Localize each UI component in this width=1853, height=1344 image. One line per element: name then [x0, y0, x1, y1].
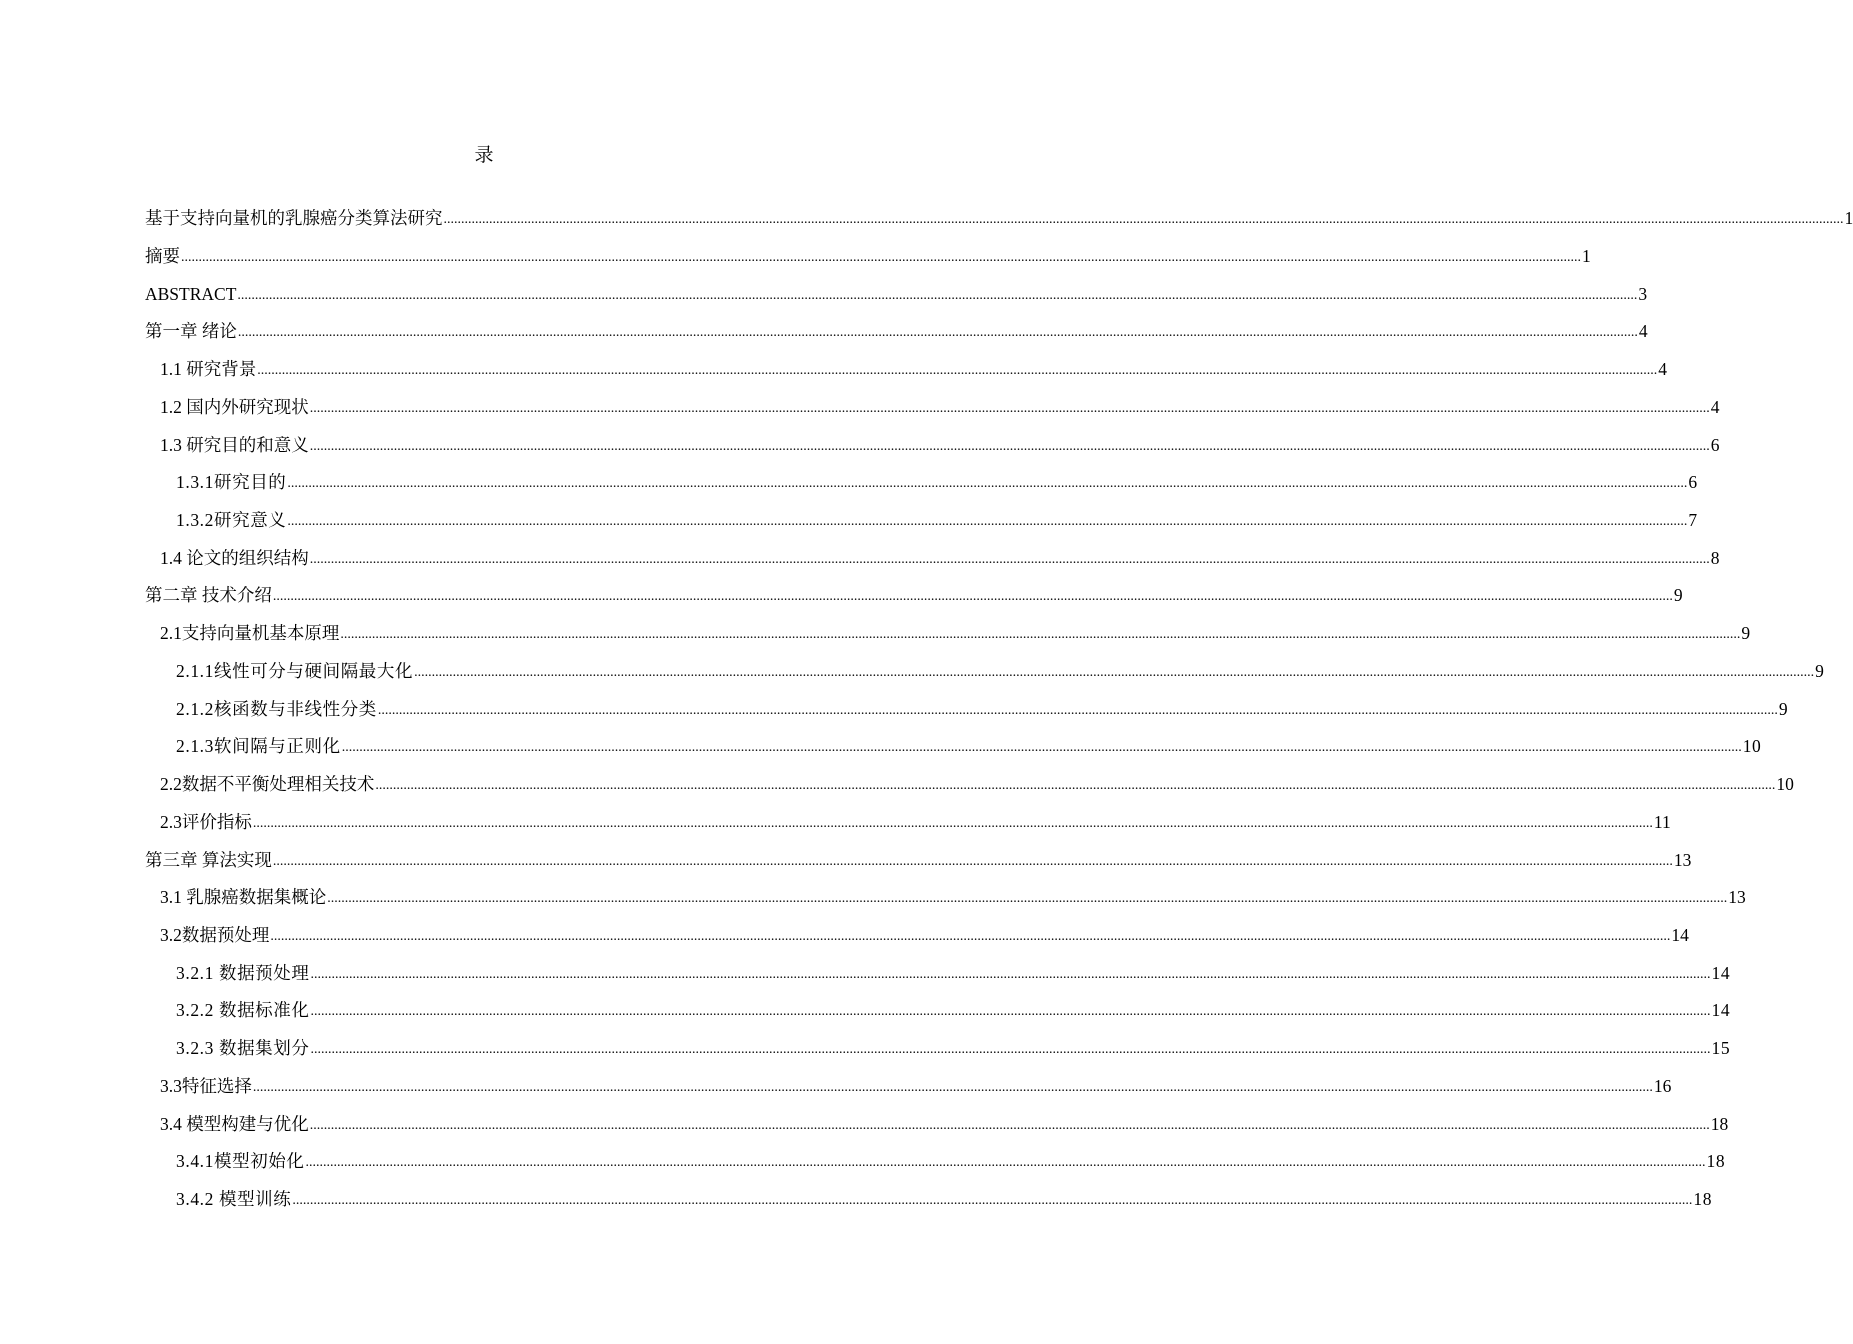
- toc-entry-label: 1.3 研究目的和意义: [160, 435, 309, 455]
- toc-page-number: 3: [1638, 284, 1648, 304]
- toc-page-number: 1: [1844, 208, 1853, 228]
- toc-entry[interactable]: [145, 279, 1648, 305]
- toc-entry[interactable]: [160, 807, 1671, 833]
- toc-page-number: 10: [1776, 774, 1794, 794]
- toc-leader-dots: ................................................................................................................................................................................................................................................................................................................................................................................................................: [341, 740, 1742, 755]
- toc-page-number: 14: [1711, 963, 1731, 983]
- toc-entry-label: 1.1 研究背景: [160, 359, 257, 379]
- toc-page-number: 4: [1638, 321, 1648, 341]
- toc-entry-label: 1.2 国内外研究现状: [160, 397, 309, 417]
- toc-entry[interactable]: [160, 543, 1720, 569]
- toc-entry[interactable]: [176, 1184, 1713, 1210]
- toc-leader-dots: ................................................................................................................................................................................................................................................................................................................................................................................................................: [375, 778, 1776, 793]
- toc-leader-dots: ................................................................................................................................................................................................................................................................................................................................................................................................................: [237, 288, 1638, 303]
- toc-page-number: 13: [1728, 887, 1746, 907]
- toc-page-number: 14: [1671, 925, 1689, 945]
- toc-page-number: 8: [1710, 548, 1720, 568]
- toc-entry-label: 3.2.2 数据标准化: [176, 1000, 310, 1020]
- toc-page-number: 10: [1742, 736, 1762, 756]
- toc-page-number: 4: [1658, 359, 1667, 379]
- toc-entry-label: 3.4.2 模型训练: [176, 1189, 292, 1209]
- toc-page-number: 13: [1673, 850, 1692, 870]
- toc-entry[interactable]: [176, 958, 1731, 984]
- toc-leader-dots: ................................................................................................................................................................................................................................................................................................................................................................................................................: [309, 401, 1710, 416]
- toc-leader-dots: ................................................................................................................................................................................................................................................................................................................................................................................................................: [310, 1042, 1711, 1057]
- toc-leader-dots: ................................................................................................................................................................................................................................................................................................................................................................................................................: [305, 1155, 1706, 1170]
- toc-entry[interactable]: [176, 731, 1762, 757]
- toc-entry[interactable]: [160, 1109, 1729, 1135]
- toc-leader-dots: ................................................................................................................................................................................................................................................................................................................................................................................................................: [272, 854, 1673, 869]
- toc-entry-label: 3.2数据预处理: [160, 925, 270, 945]
- toc-entry[interactable]: [160, 769, 1794, 795]
- toc-leader-dots: ................................................................................................................................................................................................................................................................................................................................................................................................................: [292, 1193, 1693, 1208]
- toc-page-number: 9: [1778, 699, 1789, 719]
- toc-entry[interactable]: [176, 1146, 1726, 1172]
- toc-entry[interactable]: [160, 618, 1751, 644]
- toc-entry[interactable]: [176, 505, 1698, 531]
- toc-entry-label: 第三章 算法实现: [145, 850, 272, 870]
- toc-page-number: 18: [1693, 1189, 1713, 1209]
- toc-entry[interactable]: [145, 241, 1591, 267]
- toc-page-number: 14: [1711, 1000, 1731, 1020]
- toc-entry[interactable]: [176, 694, 1789, 720]
- toc-leader-dots: ................................................................................................................................................................................................................................................................................................................................................................................................................: [270, 929, 1671, 944]
- toc-entry-label: 3.1 乳腺癌数据集概论: [160, 887, 327, 907]
- toc-leader-dots: ................................................................................................................................................................................................................................................................................................................................................................................................................: [377, 703, 1778, 718]
- toc-leader-dots: ................................................................................................................................................................................................................................................................................................................................................................................................................: [309, 552, 1710, 567]
- toc-leader-dots: ................................................................................................................................................................................................................................................................................................................................................................................................................: [181, 250, 1581, 265]
- toc-entry[interactable]: [160, 1071, 1672, 1097]
- toc-entry-label: 第二章 技术介绍: [145, 585, 272, 605]
- toc-entry[interactable]: [145, 316, 1648, 342]
- toc-entry-label: 基于支持向量机的乳腺癌分类算法研究: [145, 208, 443, 228]
- toc-leader-dots: ................................................................................................................................................................................................................................................................................................................................................................................................................: [309, 1118, 1710, 1133]
- toc-entry[interactable]: [176, 656, 1825, 682]
- toc-entry-label: 1.4 论文的组织结构: [160, 548, 309, 568]
- toc-entry-label: 2.1支持向量机基本原理: [160, 623, 340, 643]
- toc-leader-dots: ................................................................................................................................................................................................................................................................................................................................................................................................................: [310, 1004, 1711, 1019]
- toc-entry[interactable]: [176, 1033, 1731, 1059]
- toc-entry-label: 3.4 模型构建与优化: [160, 1114, 309, 1134]
- toc-page-number: 9: [1741, 623, 1751, 643]
- toc-entry-label: 2.1.3软间隔与正则化: [176, 736, 341, 756]
- toc-entry-label: 3.2.1 数据预处理: [176, 963, 310, 983]
- toc-page-number: 9: [1815, 661, 1825, 681]
- toc-leader-dots: ................................................................................................................................................................................................................................................................................................................................................................................................................: [443, 212, 1844, 227]
- toc-entry-label: 3.3特征选择: [160, 1076, 252, 1096]
- toc-entry[interactable]: [176, 467, 1698, 493]
- toc-leader-dots: ................................................................................................................................................................................................................................................................................................................................................................................................................: [327, 891, 1728, 906]
- toc-leader-dots: ................................................................................................................................................................................................................................................................................................................................................................................................................: [272, 589, 1673, 604]
- toc-leader-dots: ................................................................................................................................................................................................................................................................................................................................................................................................................: [252, 816, 1653, 831]
- toc-page-number: 18: [1710, 1114, 1729, 1134]
- toc-entry-label: 3.4.1模型初始化: [176, 1151, 305, 1171]
- toc-leader-dots: ................................................................................................................................................................................................................................................................................................................................................................................................................: [252, 1080, 1653, 1095]
- toc-entry[interactable]: [160, 392, 1720, 418]
- toc-entry-label: 1.3.1研究目的: [176, 472, 287, 492]
- toc-entry[interactable]: [176, 995, 1731, 1021]
- toc-entry[interactable]: [160, 430, 1720, 456]
- toc-page-number: 18: [1706, 1151, 1726, 1171]
- toc-page-number: 16: [1653, 1076, 1672, 1096]
- toc-page-number: 6: [1688, 472, 1698, 492]
- toc-entry[interactable]: [160, 920, 1689, 946]
- toc-entry[interactable]: [160, 882, 1746, 908]
- toc-leader-dots: ................................................................................................................................................................................................................................................................................................................................................................................................................: [237, 325, 1638, 340]
- toc-entry-label: 第一章 绪论: [145, 321, 237, 341]
- toc-entry-label: 3.2.3 数据集划分: [176, 1038, 310, 1058]
- toc-entry[interactable]: [145, 203, 1853, 229]
- toc-entry[interactable]: [145, 845, 1692, 871]
- toc-page-number: 9: [1673, 585, 1683, 605]
- toc-entry-label: 2.2数据不平衡处理相关技术: [160, 774, 375, 794]
- toc-leader-dots: ................................................................................................................................................................................................................................................................................................................................................................................................................: [287, 514, 1688, 529]
- toc-leader-dots: ................................................................................................................................................................................................................................................................................................................................................................................................................: [414, 665, 1815, 680]
- toc-entry-label: ABSTRACT: [145, 284, 237, 304]
- toc-page-number: 4: [1710, 397, 1720, 417]
- toc-leader-dots: ................................................................................................................................................................................................................................................................................................................................................................................................................: [340, 627, 1741, 642]
- toc-entry-label: 2.3评价指标: [160, 812, 252, 832]
- toc-entry[interactable]: [160, 354, 1667, 380]
- toc-title: 录: [474, 145, 494, 166]
- toc-page-number: 1: [1582, 246, 1591, 266]
- toc-leader-dots: ................................................................................................................................................................................................................................................................................................................................................................................................................: [310, 967, 1711, 982]
- toc-page-number: 11: [1653, 812, 1671, 832]
- toc-entry[interactable]: [145, 580, 1683, 606]
- toc-entry-label: 1.3.2研究意义: [176, 510, 287, 530]
- toc-page-number: 15: [1711, 1038, 1731, 1058]
- toc-page-number: 7: [1688, 510, 1698, 530]
- toc-leader-dots: ................................................................................................................................................................................................................................................................................................................................................................................................................: [287, 476, 1688, 491]
- toc-leader-dots: ................................................................................................................................................................................................................................................................................................................................................................................................................: [257, 363, 1658, 378]
- toc-entry-label: 2.1.2核函数与非线性分类: [176, 699, 377, 719]
- toc-leader-dots: ................................................................................................................................................................................................................................................................................................................................................................................................................: [309, 439, 1710, 454]
- toc-entry-label: 摘要: [145, 246, 180, 266]
- toc-entry-label: 2.1.1线性可分与硬间隔最大化: [176, 661, 414, 681]
- toc-page-number: 6: [1710, 435, 1720, 455]
